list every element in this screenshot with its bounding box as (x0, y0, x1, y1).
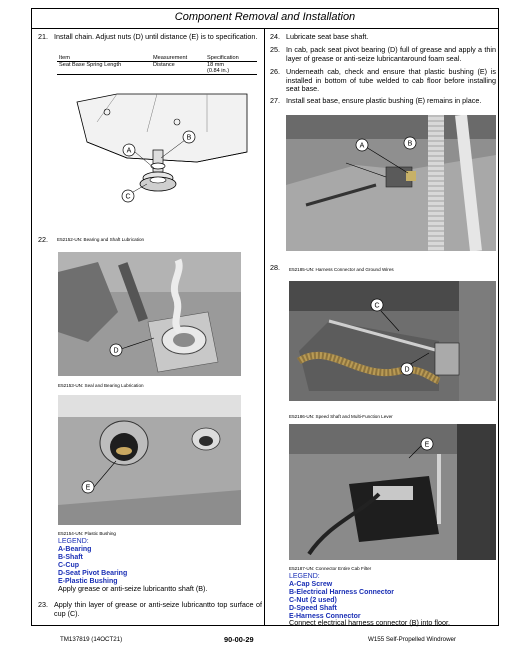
legend-title: LEGEND: (58, 538, 89, 545)
legend-left (58, 538, 127, 586)
step-text: Apply thin layer of grease or anti-seize lubricantto top surface of cup (C). (54, 600, 262, 618)
callout-e-label: E (424, 441, 430, 449)
legend-item: D-Speed Shaft (289, 605, 337, 612)
callout-d-label: D (404, 366, 410, 374)
spec-header-item: Item (57, 55, 151, 62)
caption-e52187: E52187-UN: Connector Entire Cab Filter (289, 566, 372, 571)
seal-bearing-photo (58, 252, 241, 376)
spec-header-specification: Specification (205, 55, 257, 62)
legend-item: D-Seat Pivot Bearing (58, 570, 128, 577)
legend-right (289, 573, 394, 621)
legend-item: A-Bearing (58, 546, 92, 553)
note-text: Connect electrical harness connector (B) into floor. (289, 618, 450, 627)
spec-value-in: (0.84 in.) (207, 68, 230, 74)
step-number: 25. (270, 45, 280, 54)
spec-value (205, 62, 257, 75)
step-26 (270, 68, 496, 98)
spec-header-measurement: Measurement (151, 55, 205, 62)
caption-e52153: E52153-UN: Seal and Bearing Lubrication (58, 383, 144, 388)
caption-e52186: E52186-UN: Speed Shaft and Multi-Function Lever (289, 414, 393, 419)
spec-value-mm: 18 mm (207, 62, 225, 68)
legend-item: E-Harness Connector (289, 613, 361, 620)
legend-item: E-Plastic Bushing (58, 578, 118, 585)
step-number: 21. (38, 32, 48, 41)
speed-shaft-photo (289, 281, 496, 401)
plastic-bushing-photo (58, 395, 241, 525)
step-number: 24. (270, 32, 280, 41)
column-divider (264, 29, 265, 625)
callout-a-label: A (126, 147, 132, 155)
caption-e52152: E52152-UN: Bearing and Shaft Lubrication (57, 237, 145, 242)
bearing-shaft-illustration (57, 92, 257, 230)
step-28 (270, 264, 290, 274)
legend-item: C-Nut (2 used) (289, 597, 337, 604)
harness-connector-photo (286, 115, 496, 251)
legend-item: B-Shaft (58, 554, 83, 561)
step-number: 26. (270, 67, 280, 76)
legend-title: LEGEND: (289, 573, 320, 580)
step-24 (270, 33, 496, 43)
callout-a-label: A (359, 142, 365, 150)
spec-item: Seat Base Spring Length (57, 62, 151, 75)
step-text: Lubricate seat base shaft. (286, 32, 369, 41)
callout-b-label: B (407, 140, 413, 148)
caption-e52154: E52154-UN: Plastic Bushing (58, 531, 116, 536)
callout-c-label: C (125, 193, 131, 201)
callout-b-label: B (186, 134, 192, 142)
product-name: W155 Self-Propelled Windrower (368, 636, 457, 643)
caption-e52185: E52185-UN: Harness Connector and Ground Wires (289, 267, 394, 272)
document-id: TM137819 (14OCT21) (60, 636, 123, 643)
page-number: 90-00-29 (224, 635, 254, 644)
connector-floor-note (289, 619, 499, 629)
legend-item: C-Cup (58, 562, 79, 569)
step-number: 23. (38, 600, 48, 609)
legend-item: B-Electrical Harness Connector (289, 589, 395, 596)
spec-measurement: Distance (151, 62, 205, 75)
spec-table (57, 55, 257, 75)
page-title: Component Removal and Installation (174, 11, 356, 23)
step-21 (38, 33, 258, 53)
step-23 (38, 601, 262, 621)
step-22 (38, 236, 58, 246)
step-text: Install chain. Adjust nuts (D) until distance (E) is to specification. (54, 32, 258, 41)
callout-d-label: D (113, 347, 119, 355)
shaft-grease-note (58, 585, 258, 595)
title-divider (32, 28, 498, 29)
step-text: In cab, pack seat pivot bearing (D) full of grease and apply a thin layer of grease or anti-seize lubricantaround foam seal. (286, 45, 496, 63)
step-number: 28. (270, 263, 280, 272)
cab-filter-connector-photo (289, 424, 496, 560)
step-number: 27. (270, 96, 280, 105)
callout-e-label: E (85, 484, 91, 492)
callout-c-label: C (374, 302, 380, 310)
step-27 (270, 97, 496, 107)
step-text: Install seat base, ensure plastic bushing (E) remains in place. (286, 96, 482, 105)
note-text: Apply grease or anti-seize lubricantto shaft (B). (58, 584, 208, 593)
step-25 (270, 46, 496, 66)
step-number: 22. (38, 235, 48, 244)
legend-item: A-Cap Screw (289, 581, 333, 588)
step-text: Underneath cab, check and ensure that plastic bushing (E) is installed in bottom of tube welded to cab floor before installing seat base. (286, 67, 496, 94)
